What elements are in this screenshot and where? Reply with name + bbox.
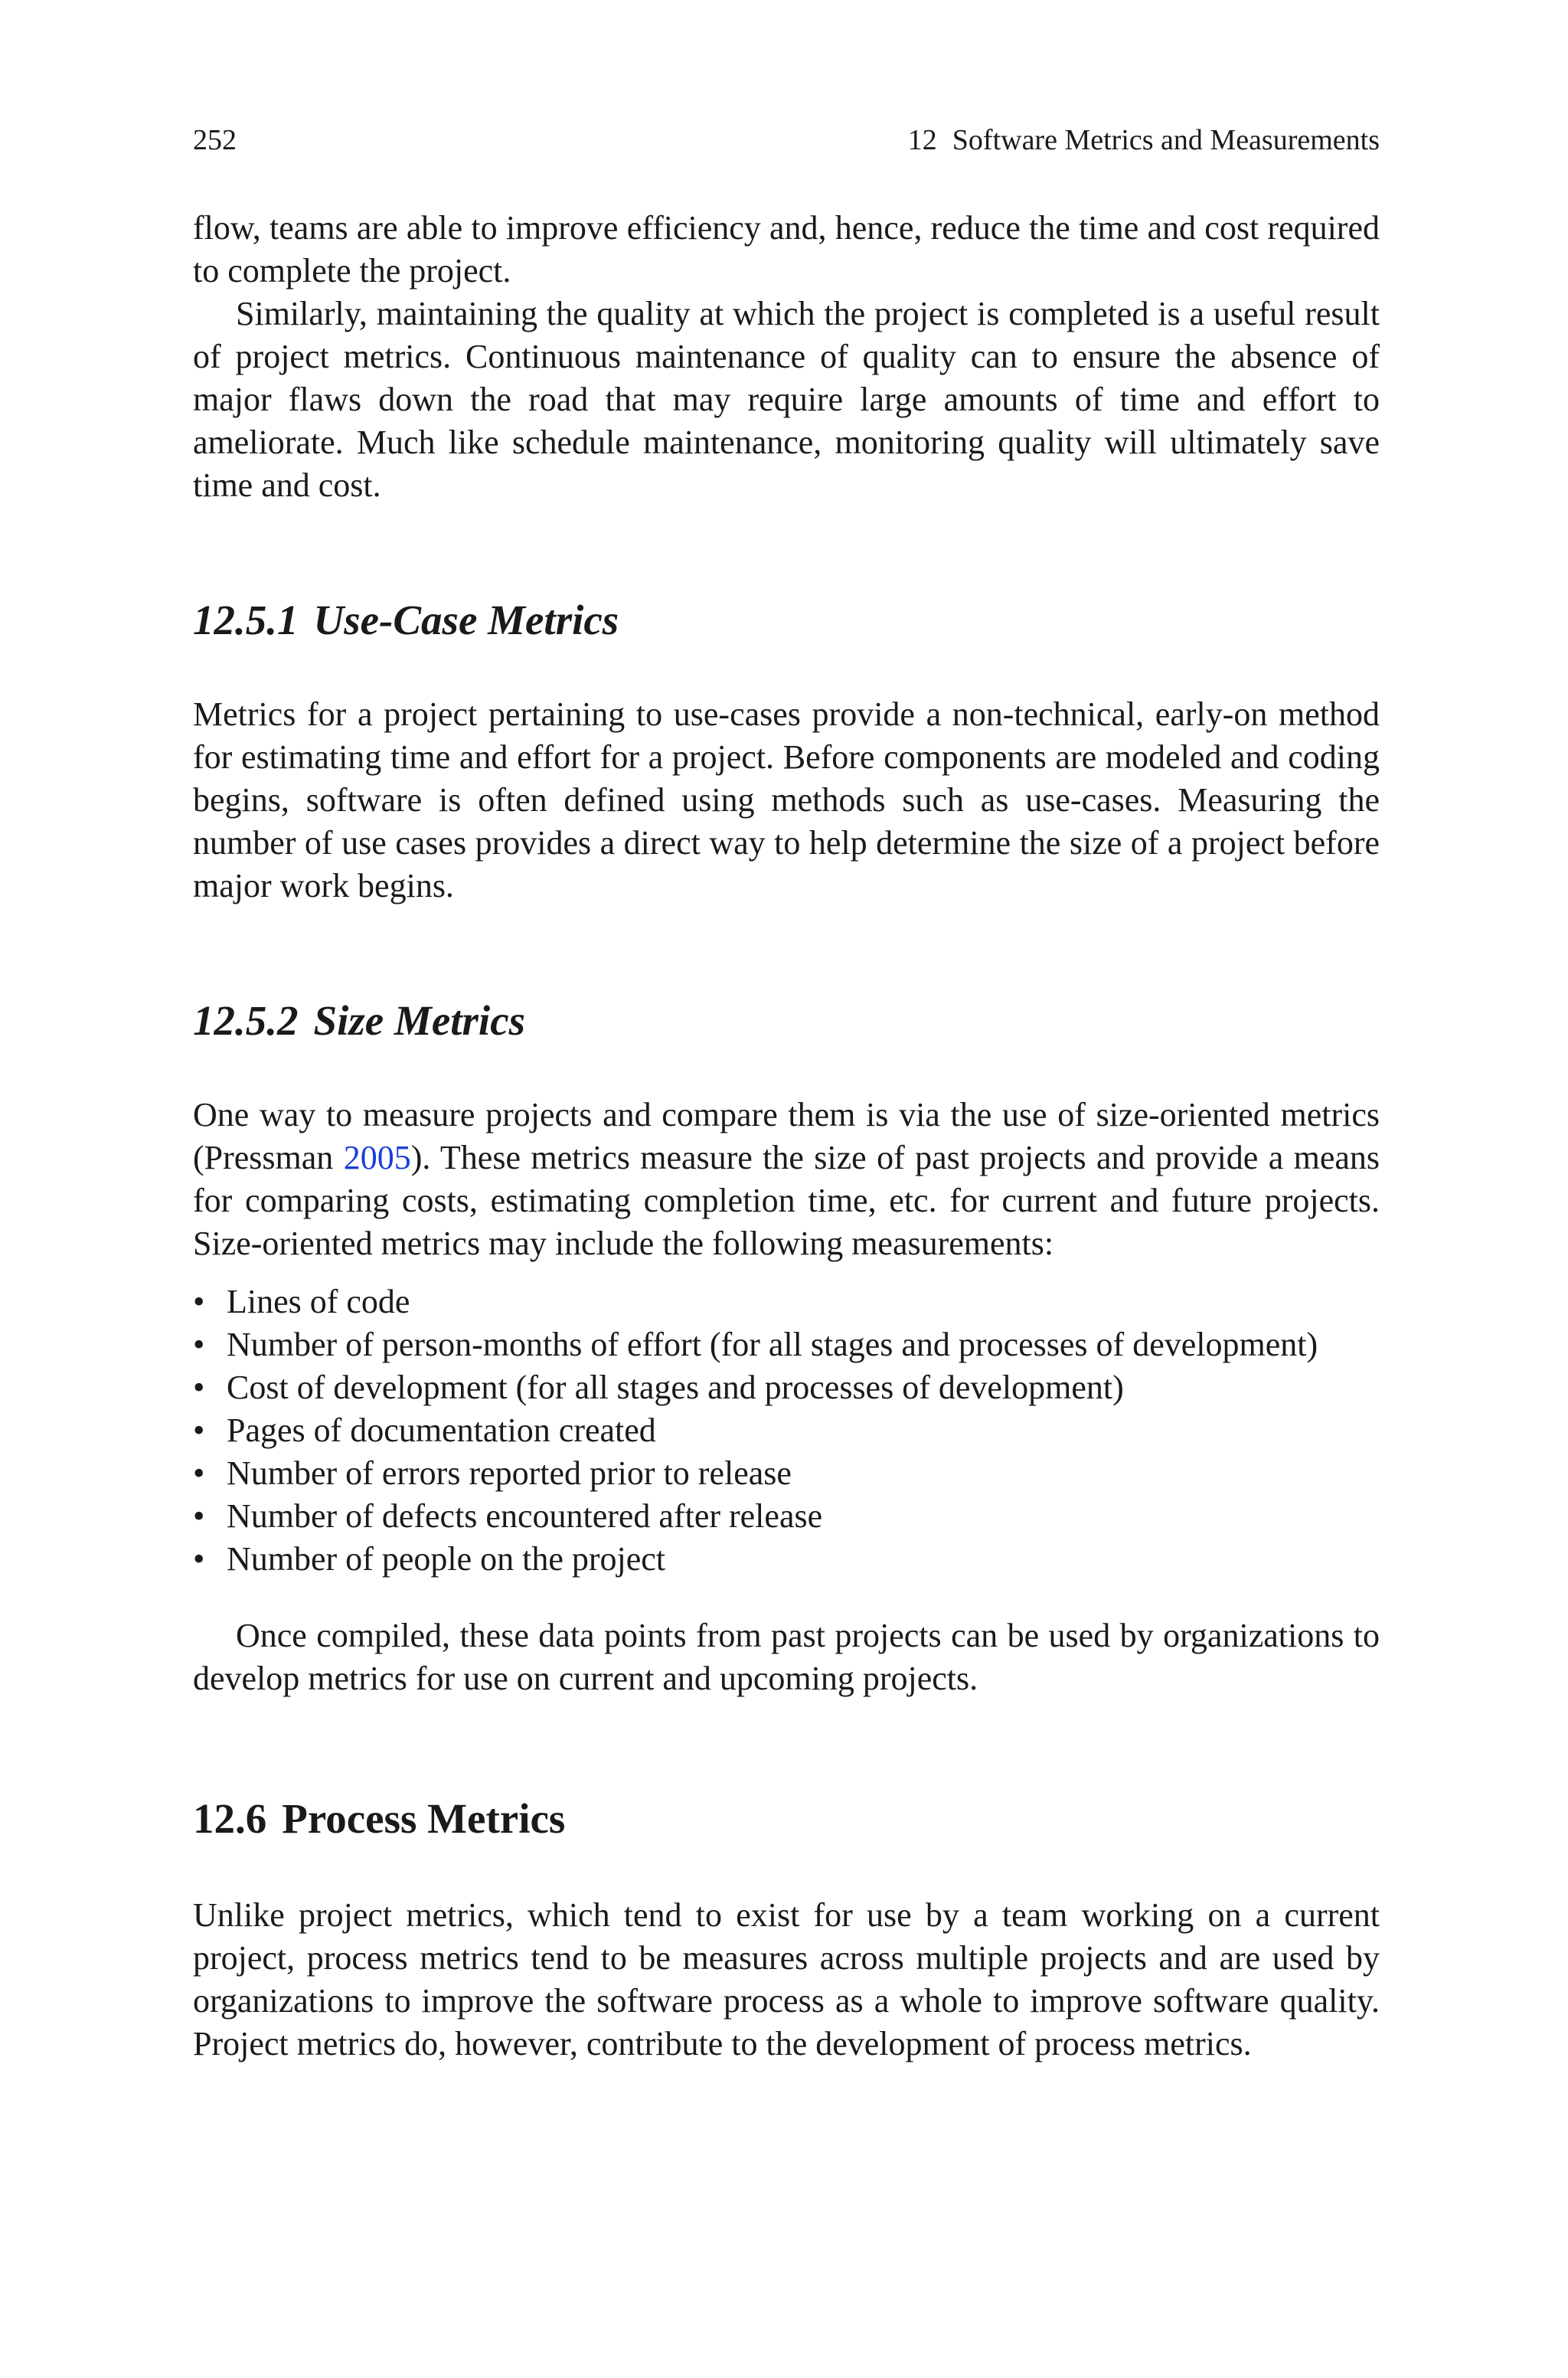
running-head [193, 121, 1380, 159]
bullet-icon: • [193, 1369, 205, 1406]
paragraph-quality: Similarly, maintaining the quality at which the project is completed is a useful result of project metrics. Continuous maintenance of quality can to ensure the absence of major flaws down the road that may require large amounts of time and effort to ameliorate. Much like schedule maintenance, monitoring quality will ultimately save time and cost. [193, 295, 1380, 504]
chapter-title: Software Metrics and Measurements [952, 124, 1380, 156]
size-metrics-list [193, 1281, 1380, 1581]
subsection-title: Use-Case Metrics [313, 597, 619, 643]
paragraph-size-metrics [193, 1094, 1380, 1265]
list-item-text: Number of people on the project [227, 1540, 666, 1578]
bullet-icon: • [193, 1411, 205, 1449]
list-item [193, 1538, 1380, 1581]
list-item-text: Lines of code [227, 1283, 410, 1320]
list-item [193, 1495, 1380, 1538]
bullet-icon: • [193, 1283, 205, 1320]
paragraph-text: ). These metrics measure the size of past projects and provide a means for comparing costs, estimating completion time, etc. for current and future projects. Size-oriented metrics may include the following measurements: [193, 1139, 1380, 1262]
chapter-number: 12 [907, 124, 937, 156]
subsection-number: 12.5.2 [193, 997, 299, 1044]
paragraph-process-metrics: Unlike project metrics, which tend to exist for use by a team working on a current project, process metrics tend to be measures across multiple projects and are used by organizations to improve the software process as a whole to improve software quality. Project metrics do, however, contribute to the development of process metrics. [193, 1896, 1380, 2062]
section-heading-process-metrics [193, 1792, 1380, 1846]
subsection-number: 12.5.1 [193, 597, 299, 643]
section-title: Process Metrics [282, 1795, 566, 1842]
body-text [193, 207, 1380, 2066]
list-item [193, 1409, 1380, 1452]
bullet-icon: • [193, 1540, 205, 1578]
list-item [193, 1452, 1380, 1495]
page-number: 252 [193, 124, 237, 156]
citation-link[interactable]: 2005 [343, 1139, 411, 1176]
list-item-text: Pages of documentation created [227, 1411, 656, 1449]
list-item-text: Number of errors reported prior to release [227, 1454, 792, 1492]
paragraph-compiled-data: Once compiled, these data points from past projects can be used by organizations to develop metrics for use on current and upcoming projects. [193, 1617, 1380, 1697]
list-item-text: Number of defects encountered after release [227, 1497, 823, 1535]
list-item [193, 1366, 1380, 1409]
subsection-title: Size Metrics [313, 997, 526, 1044]
section-number: 12.6 [193, 1795, 267, 1842]
paragraph-use-case-metrics: Metrics for a project pertaining to use-cases provide a non-technical, early-on method for estimating time and effort for a project. Before components are modeled and coding begins, software is often defined using methods such as use-cases. Measuring the number of use cases provides a direct way to help determine the size of a project before major work begins. [193, 695, 1380, 904]
bullet-icon: • [193, 1497, 205, 1535]
paragraph-continued: flow, teams are able to improve efficiency and, hence, reduce the time and cost required to complete the project. [193, 209, 1380, 289]
list-item-text: Cost of development (for all stages and processes of development) [227, 1369, 1124, 1406]
subsection-heading-size-metrics [193, 994, 1380, 1048]
list-item-text: Number of person-months of effort (for all stages and processes of development) [227, 1326, 1318, 1363]
list-item [193, 1323, 1380, 1366]
chapter-running-title [908, 121, 1380, 159]
paragraph-text: One way to measure projects and compare them is via the use of size-oriented metrics (Pressman [193, 1096, 1380, 1176]
subsection-heading-use-case-metrics [193, 594, 1380, 647]
bullet-icon: • [193, 1454, 205, 1492]
bullet-icon: • [193, 1326, 205, 1363]
list-item [193, 1281, 1380, 1323]
